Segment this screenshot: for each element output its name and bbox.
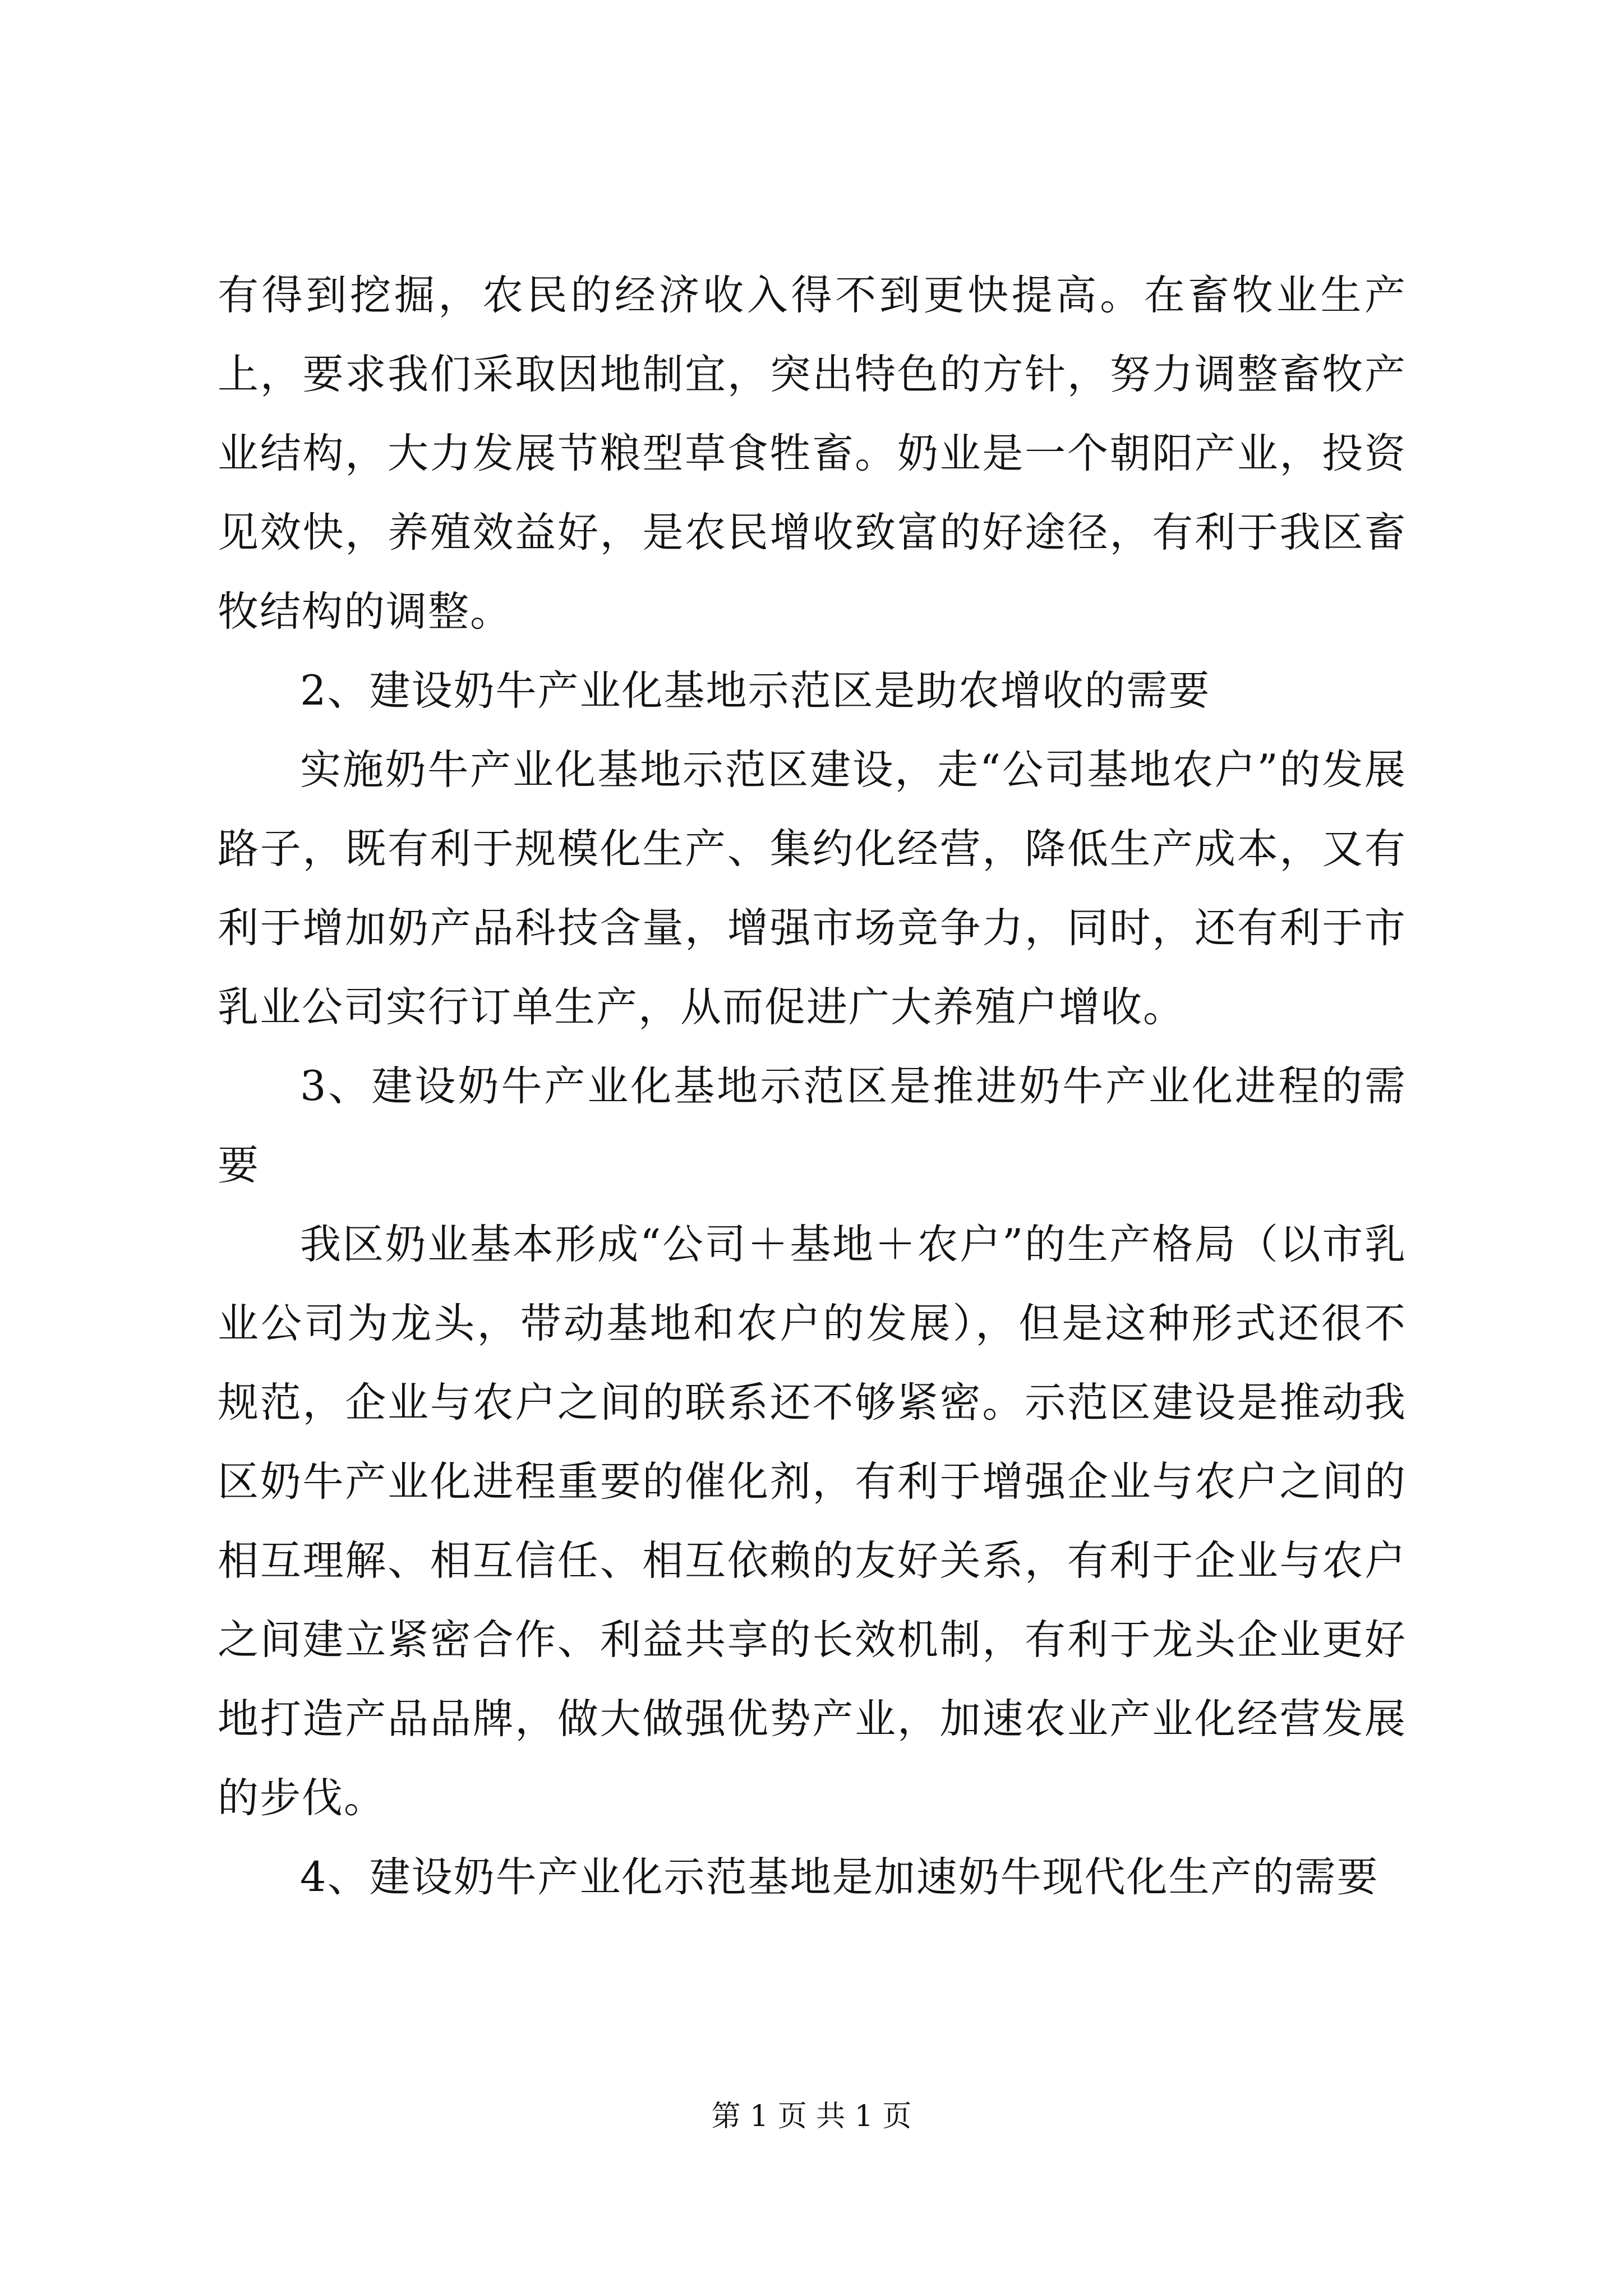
paragraph-item-3: 我区奶业基本形成“公司＋基地＋农户”的生产格局（以市乳业公司为龙头，带动基地和农户的发展），但是这种形式还很不规范，企业与农户之间的联系还不够紧密。示范区建设是推动我区奶牛产业化进程重要的催化剂，有利于增强企业与农户之间的相互理解、相互信任、相互依赖的友好关系，有利于企业与农户之间建立紧密合作、利益共享的长效机制，有利于龙头企业更好地打造产品品牌，做大做强优势产业，加速农业产业化经营发展的步伐。: [218, 1221, 1407, 1822]
heading-item-4: 4、建设奶牛产业化示范基地是加速奶牛现代化生产的需要: [300, 1853, 1379, 1901]
heading-item-3: 3、建设奶牛产业化基地示范区是推进奶牛产业化进程的需要: [218, 1062, 1407, 1189]
document-body: [218, 256, 1407, 1917]
page-footer: 第 1 页 共 1 页: [711, 2100, 912, 2133]
heading-item-2: 2、建设奶牛产业化基地示范区是助农增收的需要: [300, 667, 1211, 715]
paragraph-continuation: 有得到挖掘，农民的经济收入得不到更快提高。在畜牧业生产上，要求我们采取因地制宜，突出特色的方针，努力调整畜牧产业结构，大力发展节粮型草食牲畜。奶业是一个朝阳产业，投资见效快，养殖效益好，是农民增收致富的好途径，有利于我区畜牧结构的调整。: [218, 272, 1407, 636]
paragraph-item-2: 实施奶牛产业化基地示范区建设，走“公司基地农户”的发展路子，既有利于规模化生产、集约化经营，降低生产成本，又有利于增加奶产品科技含量，增强市场竞争力，同时，还有利于市乳业公司实行订单生产，从而促进广大养殖户增收。: [218, 746, 1407, 1031]
